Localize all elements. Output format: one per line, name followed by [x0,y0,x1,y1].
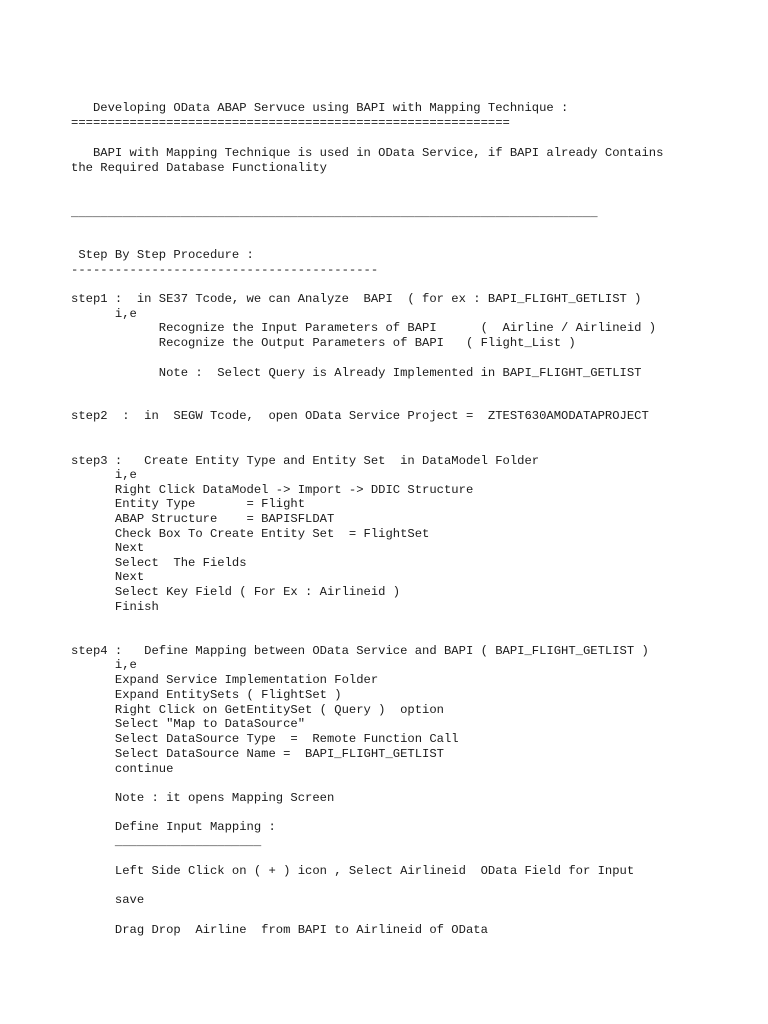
procedure-heading: Step By Step Procedure : [71,248,254,262]
step3-entity-set: Check Box To Create Entity Set = FlightSet [71,527,430,541]
step3-entity-type: Entity Type = Flight [71,497,306,511]
step4-datasource-type: Select DataSource Type = Remote Function Call [71,732,459,746]
step3-line: step3 : Create Entity Type and Entity Set in DataModel Folder [71,454,540,468]
step1-note: Note : Select Query is Already Implemented in BAPI_FLIGHT_GETLIST [71,366,642,380]
step3-abap-structure: ABAP Structure = BAPISFLDAT [71,512,335,526]
step4-right-click: Right Click on GetEntitySet ( Query ) option [71,703,444,717]
step3-next-2: Next [71,570,145,584]
step1-input-params: Recognize the Input Parameters of BAPI ( Airline / Airlineid ) [71,321,657,335]
input-mapping-underline: ____________________ [71,835,262,849]
title-underline: ============================================================ [71,116,510,130]
step3-import: Right Click DataModel -> Import -> DDIC Structure [71,483,474,497]
step1-line: step1 : in SE37 Tcode, we can Analyze BAPI ( for ex : BAPI_FLIGHT_GETLIST ) [71,292,642,306]
step1-ie: i,e [71,307,137,321]
section-divider: ________________________________________________________________________ [71,206,598,220]
input-mapping-heading: Define Input Mapping : [71,820,276,834]
step4-save: save [71,893,145,907]
step4-map-datasource: Select "Map to DataSource" [71,717,306,731]
step4-datasource-name: Select DataSource Name = BAPI_FLIGHT_GETLIST [71,747,444,761]
step4-left-side-click: Left Side Click on ( + ) icon , Select Airlineid OData Field for Input [71,864,635,878]
step3-key-field: Select Key Field ( For Ex : Airlineid ) [71,585,401,599]
intro-line-1: BAPI with Mapping Technique is used in OData Service, if BAPI already Contains [71,146,664,160]
procedure-heading-underline: ------------------------------------------ [71,263,379,277]
document-title: Developing OData ABAP Servuce using BAPI with Mapping Technique : [71,101,569,115]
step4-drag-drop: Drag Drop Airline from BAPI to Airlineid of OData [71,923,488,937]
step4-expand-folder: Expand Service Implementation Folder [71,673,379,687]
step4-ie: i,e [71,658,137,672]
step2-line: step2 : in SEGW Tcode, open OData Service Project = ZTEST630AMODATAPROJECT [71,409,649,423]
step3-finish: Finish [71,600,159,614]
step4-note: Note : it opens Mapping Screen [71,791,335,805]
step4-line: step4 : Define Mapping between OData Service and BAPI ( BAPI_FLIGHT_GETLIST ) [71,644,649,658]
intro-line-2: the Required Database Functionality [71,161,327,175]
step3-ie: i,e [71,468,137,482]
step4-continue: continue [71,762,174,776]
step1-output-params: Recognize the Output Parameters of BAPI ( Flight_List ) [71,336,576,350]
step3-next-1: Next [71,541,145,555]
step4-expand-entitysets: Expand EntitySets ( FlightSet ) [71,688,342,702]
step3-select-fields: Select The Fields [71,556,247,570]
